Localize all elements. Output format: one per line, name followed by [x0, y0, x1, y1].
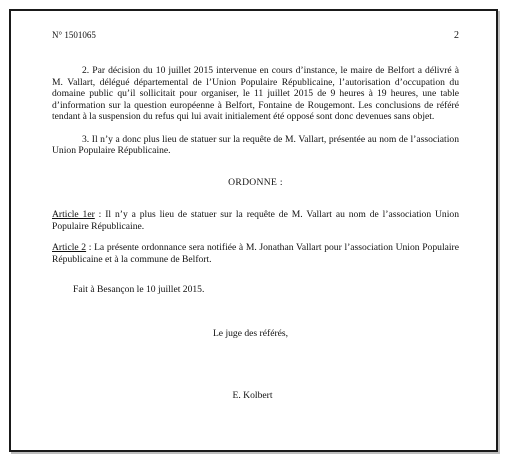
judge-title: Le juge des référés, — [212, 327, 289, 339]
place-date-line: Fait à Besançon le 10 juillet 2015. — [73, 284, 205, 295]
paragraph-2: 2. Par décision du 10 juillet 2015 intervenue en cours d’instance, le maire de Belfort a délivré à M. Vallart, délégué départemental de l’Union Populaire Républicaine, l’autorisation d’occupation du domaine public qu’il sollicitait pour organiser, le 11 juillet 2015 de 9 heures à 19 heures, une table d’information sur la question européenne à Belfort, Fontaine de Rougemont. Les conclusions de référé tendant à la suspension du refus qui lui avait initialement été opposé sont donc devenues sans objet. — [52, 65, 459, 122]
article-2 — [52, 242, 459, 265]
judge-signature: E. Kolbert — [232, 390, 273, 401]
paragraph-3: 3. Il n’y a donc plus lieu de statuer sur la requête de M. Vallart, présentée au nom de l’association Union Populaire Républicaine. — [52, 133, 459, 156]
article-1-text: : Il n’y a plus lieu de statuer sur la requête de M. Vallart au nom de l’association Union Populaire Républicaine. — [52, 209, 459, 232]
case-number: N° 1501065 — [52, 30, 96, 40]
article-2-text: : La présente ordonnance sera notifiée à M. Jonathan Vallart pour l’association Union Populaire Républicaine et à la commune de Belfort. — [52, 242, 459, 265]
ordonne-heading: ORDONNE : — [228, 176, 283, 188]
article-2-label: Article 2 — [52, 242, 87, 253]
document-body — [52, 65, 459, 402]
article-1 — [52, 209, 459, 232]
document-frame — [9, 9, 498, 452]
document-page — [11, 11, 496, 450]
article-1-label: Article 1er — [52, 209, 95, 220]
page-header — [52, 30, 459, 41]
page-number: 2 — [454, 30, 459, 41]
